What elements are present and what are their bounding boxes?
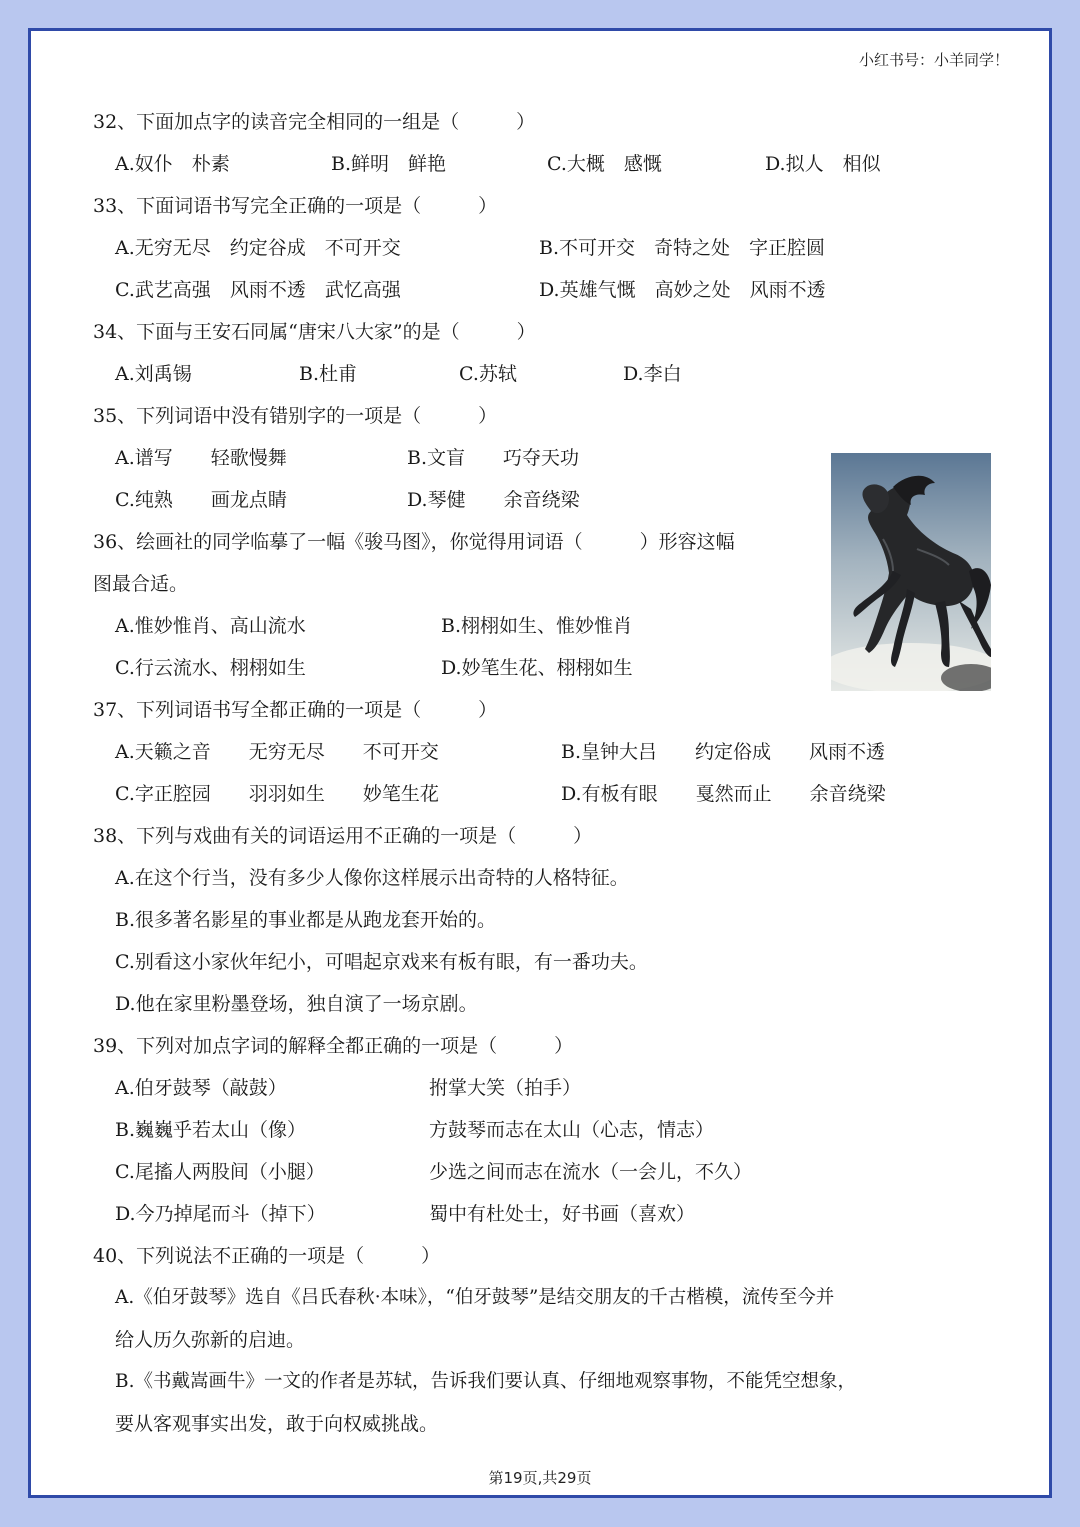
option-a-right: 拊掌大笑（拍手） <box>429 1077 582 1099</box>
option-d: D.琴健 余音绕梁 <box>407 489 580 511</box>
option-c: C.武艺高强 风雨不透 武忆高强 <box>115 279 401 301</box>
question-38-stem: 38、下列与戏曲有关的词语运用不正确的一项是（ ） <box>93 825 593 847</box>
option-a: A.惟妙惟肖、高山流水 <box>115 615 306 637</box>
question-36-stem-continued: 图最合适。 <box>93 573 189 595</box>
question-37-stem: 37、下列词语书写全都正确的一项是（ ） <box>93 699 498 721</box>
option-b: B.皇钟大吕 约定俗成 风雨不透 <box>561 741 886 763</box>
option-b: B.鲜明 鲜艳 <box>331 153 447 175</box>
question-32-stem: 32、下面加点字的读音完全相同的一组是（ ） <box>93 111 536 133</box>
question-33-stem: 33、下面词语书写完全正确的一项是（ ） <box>93 195 498 217</box>
question-39-row-b <box>93 1109 1013 1151</box>
question-38-option-a: A.在这个行当，没有多少人像你这样展示出奇特的人格特征。 <box>115 867 629 889</box>
question-40-option-b: B.《书戴嵩画牛》一文的作者是苏轼，告诉我们要认真、仔细地观察事物，不能凭空想象， <box>115 1371 856 1392</box>
option-b-left: B.巍巍乎若太山（像） <box>115 1119 307 1141</box>
option-b: B.杜甫 <box>299 363 358 385</box>
option-c-left: C.尾搐人两股间（小腿） <box>115 1161 325 1183</box>
worksheet-page <box>28 28 1052 1498</box>
question-37-options-row2 <box>93 773 1013 815</box>
horse-painting-image <box>831 453 991 691</box>
option-a-left: A.伯牙鼓琴（敲鼓） <box>115 1077 287 1099</box>
question-38-option-d: D.他在家里粉墨登场，独自演了一场京剧。 <box>115 993 478 1015</box>
question-40-option-b-continued: 要从客观事实出发，敢于向权威挑战。 <box>115 1413 439 1435</box>
question-34-options <box>93 353 1013 395</box>
question-39-row-c <box>93 1151 1013 1193</box>
option-a: A.无穷无尽 约定谷成 不可开交 <box>115 237 401 259</box>
option-a: A.谱写 轻歌慢舞 <box>115 447 287 469</box>
question-33-options-row1 <box>93 227 1013 269</box>
option-c: C.纯熟 画龙点睛 <box>115 489 287 511</box>
option-b-right: 方鼓琴而志在太山（心志，情志） <box>429 1119 715 1141</box>
option-a: A.天籁之音 无穷无尽 不可开交 <box>115 741 439 763</box>
header-note: 小红书号：小羊同学！ <box>858 51 1009 69</box>
option-b: B.不可开交 奇特之处 字正腔圆 <box>539 237 826 259</box>
option-d-left: D.今乃掉尾而斗（掉下） <box>115 1203 326 1225</box>
question-39-stem: 39、下列对加点字词的解释全都正确的一项是（ ） <box>93 1035 574 1057</box>
option-d: D.李白 <box>623 363 682 385</box>
question-35-stem: 35、下列词语中没有错别字的一项是（ ） <box>93 405 498 427</box>
question-39-row-d <box>93 1193 1013 1235</box>
option-d: D.妙笔生花、栩栩如生 <box>441 657 633 679</box>
option-d: D.英雄气慨 高妙之处 风雨不透 <box>539 279 826 301</box>
question-33-options-row2 <box>93 269 1013 311</box>
option-c: C.行云流水、栩栩如生 <box>115 657 306 679</box>
question-40-option-a-continued: 给人历久弥新的启迪。 <box>115 1329 306 1351</box>
option-c: C.苏轼 <box>459 363 517 385</box>
question-40-stem: 40、下列说法不正确的一项是（ ） <box>93 1245 441 1267</box>
question-34-stem: 34、下面与王安石同属“唐宋八大家”的是（ ） <box>93 321 536 343</box>
option-c: C.字正腔园 羽羽如生 妙笔生花 <box>115 783 439 805</box>
question-list <box>93 101 1013 1445</box>
option-b: B.文盲 巧夺天功 <box>407 447 580 469</box>
option-c: C.大概 感慨 <box>547 153 662 175</box>
option-c-right: 少选之间而志在流水（一会儿，不久） <box>429 1161 753 1183</box>
question-38-option-c: C.别看这小家伙年纪小，可唱起京戏来有板有眼，有一番功夫。 <box>115 951 648 973</box>
question-37-options-row1 <box>93 731 1013 773</box>
galloping-horse-illustration <box>831 453 991 691</box>
question-40-option-a: A.《伯牙鼓琴》选自《吕氏春秋·本味》，“伯牙鼓琴”是结交朋友的千古楷模，流传至今并 <box>115 1287 835 1308</box>
question-36-stem: 36、绘画社的同学临摹了一幅《骏马图》，你觉得用词语（ ）形容这幅 <box>93 531 735 553</box>
option-b: B.栩栩如生、惟妙惟肖 <box>441 615 633 637</box>
option-d-right: 蜀中有杜处士，好书画（喜欢） <box>429 1203 696 1225</box>
option-d: D.有板有眼 戛然而止 余音绕梁 <box>561 783 886 805</box>
option-a: A.奴仆 朴素 <box>115 153 230 175</box>
page-number: 第19页,共29页 <box>488 1469 592 1487</box>
question-32-options <box>93 143 1013 185</box>
option-d: D.拟人 相似 <box>765 153 881 175</box>
question-38-option-b: B.很多著名影星的事业都是从跑龙套开始的。 <box>115 909 497 931</box>
question-39-row-a <box>93 1067 1013 1109</box>
option-a: A.刘禹锡 <box>115 363 192 385</box>
